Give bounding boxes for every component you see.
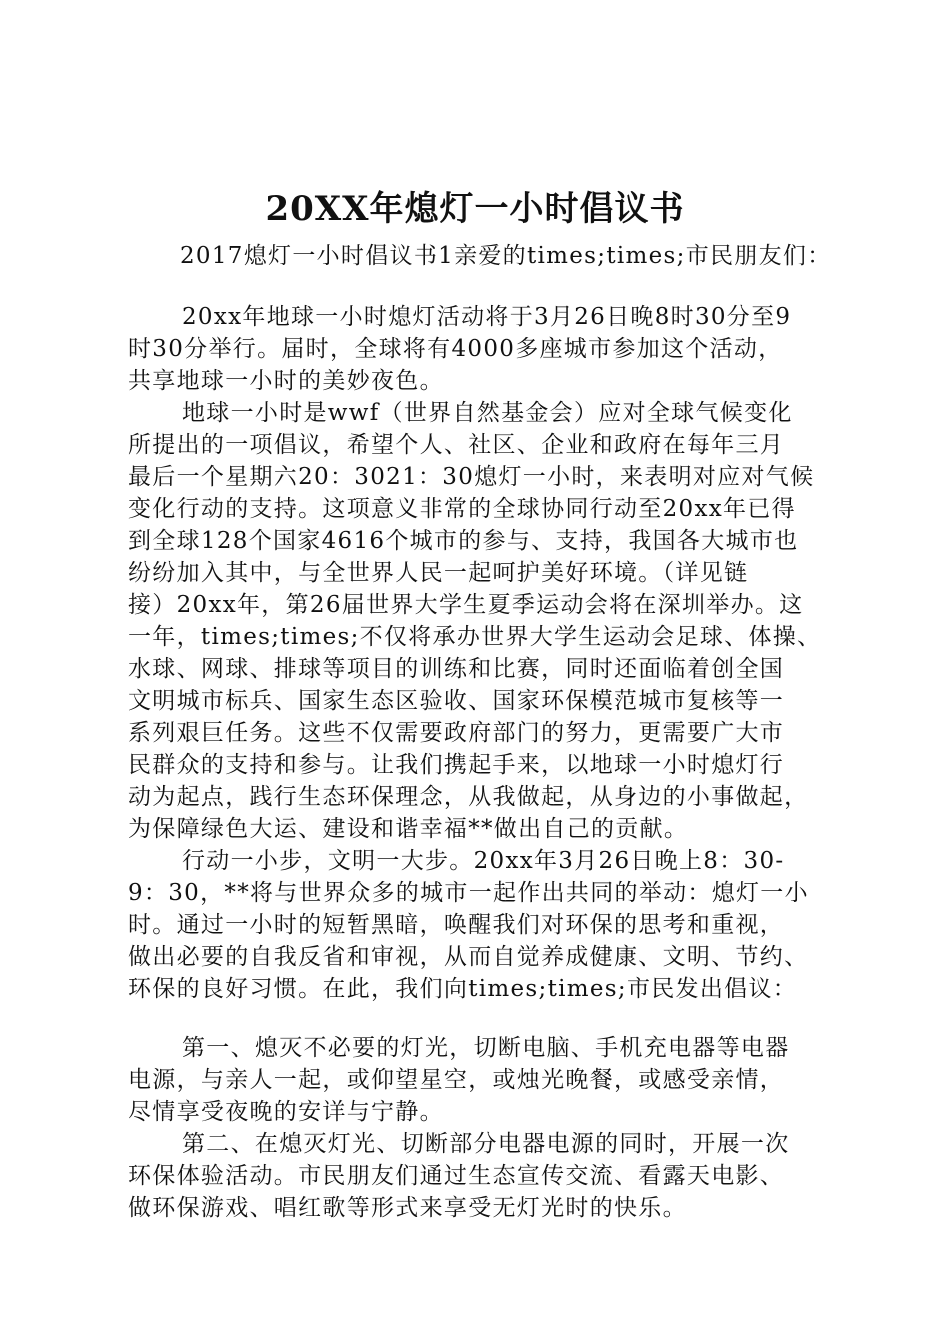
paragraph-line: 地球一小时是wwf（世界自然基金会）应对全球气候变化 xyxy=(182,400,793,426)
proposal-line: 电源，与亲人一起，或仰望星空，或烛光晚餐，或感受亲情， xyxy=(128,1067,785,1093)
paragraph-line: 系列艰巨任务。这些不仅需要政府部门的努力，更需要广大市 xyxy=(128,720,785,746)
paragraph-line: 最后一个星期六20：3021：30熄灯一小时，来表明对应对气候 xyxy=(128,464,815,490)
proposal-line: 尽情享受夜晚的安详与宁静。 xyxy=(128,1099,444,1125)
paragraph-line: 环保的良好习惯。在此，我们向times;times;市民发出倡议： xyxy=(128,976,798,1002)
paragraph-line: 行动一小步，文明一大步。20xx年3月26日晚上8：30- xyxy=(182,848,785,874)
proposal-line: 第二、在熄灭灯光、切断部分电器电源的同时，开展一次 xyxy=(182,1131,790,1157)
paragraph-line: 共享地球一小时的美妙夜色。 xyxy=(128,368,444,394)
salutation-line: 2017熄灯一小时倡议书1亲爱的times;times;市民朋友们： xyxy=(180,243,832,269)
paragraph-line: 时30分举行。届时，全球将有4000多座城市参加这个活动， xyxy=(128,336,783,362)
paragraph-line: 时。通过一小时的短暂黑暗，唤醒我们对环保的思考和重视， xyxy=(128,912,785,938)
paragraph-line: 一年，times;times;不仅将承办世界大学生运动会足球、体操、 xyxy=(128,624,822,650)
paragraph-line: 所提出的一项倡议，希望个人、社区、企业和政府在每年三月 xyxy=(128,432,785,458)
paragraph-line: 到全球128个国家4616个城市的参与、支持，我国各大城市也 xyxy=(128,528,799,554)
paragraph-line: 20xx年地球一小时熄灯活动将于3月26日晚8时30分至9 xyxy=(182,304,792,330)
proposal-line: 环保体验活动。市民朋友们通过生态宣传交流、看露天电影、 xyxy=(128,1163,785,1189)
proposal-line: 第一、熄灭不必要的灯光，切断电脑、手机充电器等电器 xyxy=(182,1035,790,1061)
paragraph-line: 接）20xx年，第26届世界大学生夏季运动会将在深圳举办。这 xyxy=(128,592,804,618)
paragraph-line: 文明城市标兵、国家生态区验收、国家环保模范城市复核等一 xyxy=(128,688,785,714)
document-title: 20XX年熄灯一小时倡议书 xyxy=(265,189,685,229)
paragraph-line: 做出必要的自我反省和审视，从而自觉养成健康、文明、节约、 xyxy=(128,944,809,970)
paragraph-line: 纷纷加入其中，与全世界人民一起呵护美好环境。（详见链 xyxy=(128,560,749,586)
paragraph-line: 变化行动的支持。这项意义非常的全球协同行动至20xx年已得 xyxy=(128,496,796,522)
paragraph-line: 动为起点，践行生态环保理念，从我做起，从身边的小事做起， xyxy=(128,784,809,810)
paragraph-line: 9：30，**将与世界众多的城市一起作出共同的举动：熄灯一小 xyxy=(128,880,809,906)
paragraph-line: 民群众的支持和参与。让我们携起手来，以地球一小时熄灯行 xyxy=(128,752,785,778)
proposal-line: 做环保游戏、唱红歌等形式来享受无灯光时的快乐。 xyxy=(128,1195,687,1221)
paragraph-line: 为保障绿色大运、建设和谐幸福**做出自己的贡献。 xyxy=(128,816,689,842)
paragraph-line: 水球、网球、排球等项目的训练和比赛，同时还面临着创全国 xyxy=(128,656,785,682)
